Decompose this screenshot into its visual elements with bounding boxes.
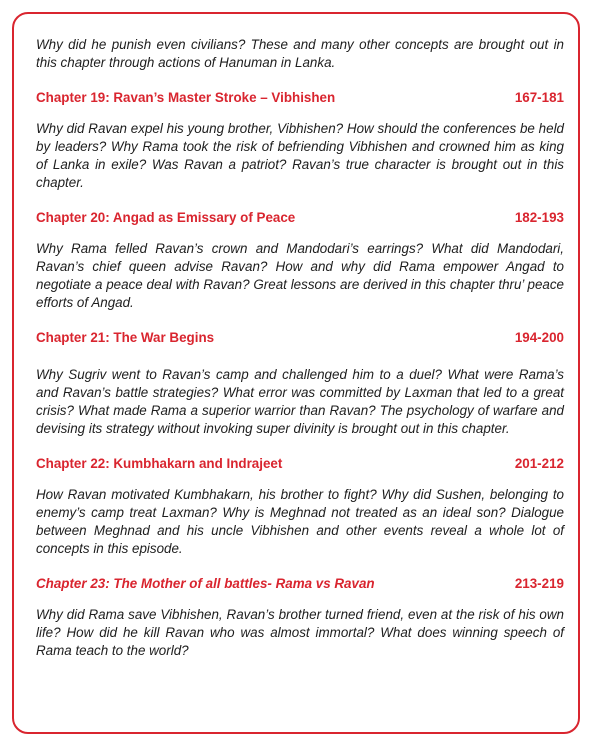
chapter-19	[36, 90, 564, 192]
chapter-pages: 201-212	[514, 456, 564, 471]
chapter-20	[36, 210, 564, 312]
chapter-description: Why did Ravan expel his young brother, Vibhishen? How should the conferences be held by leaders? Why Rama took the risk of befriending Vibhishen and crowned him as king of Lanka in exile? Was Ravan a patriot? Ravan’s true character is brought out in this chapter.	[36, 121, 564, 190]
chapter-heading	[36, 456, 564, 472]
chapter-22	[36, 456, 564, 558]
chapter-description: Why Rama felled Ravan’s crown and Mandodari’s earrings? What did Mandodari, Ravan’s chief queen advise Ravan? How and why did Rama empower Angad to negotiate a peace deal with Ravan? Great lessons are derived in this chapter thru’ peace efforts of Angad.	[36, 241, 564, 310]
chapter-description: Why did Rama save Vibhishen, Ravan’s brother turned friend, even at the risk of his own life? How did he kill Ravan who was almost immortal? What does winning speech of Rama teach to the world?	[36, 607, 564, 658]
chapter-heading	[36, 210, 564, 226]
chapter-21	[36, 330, 564, 438]
chapter-description: Why Sugriv went to Ravan’s camp and challenged him to a duel? What were Rama’s and Ravan’s battle strategies? What error was committed by Laxman that led to a great crisis? What made Rama a superior warrior than Ravan? The psychology of warfare and devising its strategy without invoking super divinity is brought out in this chapter.	[36, 367, 564, 436]
chapter-description: How Ravan motivated Kumbhakarn, his brother to fight? Why did Sushen, belonging to enemy’s camp treat Laxman? Why is Meghnad not treated as an ideal son? Dialogue between Meghnad and his uncle Vibhishen and other events reveal a whole lot of concepts in this episode.	[36, 487, 564, 556]
chapter-pages: 182-193	[514, 210, 564, 225]
chapter-pages: 167-181	[514, 90, 564, 105]
chapter-heading	[36, 330, 564, 346]
chapter-heading	[36, 90, 564, 106]
chapter-title: Chapter 23: The Mother of all battles- Rama vs Ravan	[36, 576, 375, 591]
chapter-heading	[36, 576, 564, 592]
chapter-title: Chapter 19: Ravan’s Master Stroke – Vibhishen	[36, 90, 336, 105]
chapter-23	[36, 576, 564, 660]
chapter-title: Chapter 21: The War Begins	[36, 330, 215, 345]
chapter-pages: 194-200	[514, 330, 564, 345]
chapter-list	[36, 36, 564, 678]
intro-text: Why did he punish even civilians? These and many other concepts are brought out in this chapter through actions of Hanuman in Lanka.	[36, 37, 564, 70]
chapter-title: Chapter 20: Angad as Emissary of Peace	[36, 210, 296, 225]
chapter-title: Chapter 22: Kumbhakarn and Indrajeet	[36, 456, 283, 471]
chapter-pages: 213-219	[514, 576, 564, 591]
